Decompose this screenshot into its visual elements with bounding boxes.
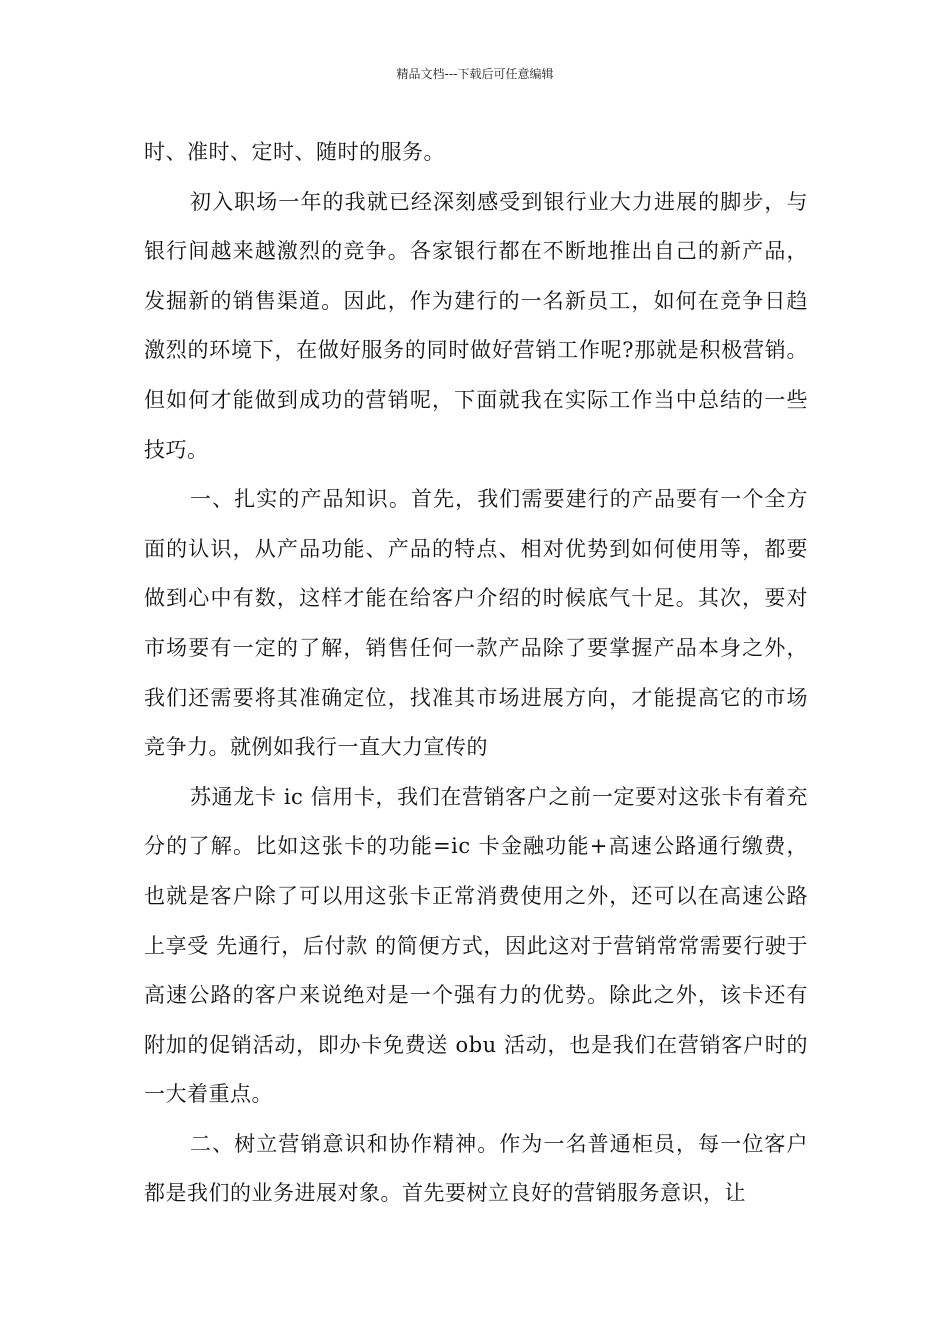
paragraph-2: 初入职场一年的我就已经深刻感受到银行业大力进展的脚步，与银行间越来越激烈的竞争。各家银行都在不断地推出自己的新产品，发掘新的销售渠道。因此，作为建行的一名新员工，如何在竞争日趋激烈的环境下，在做好服务的同时做好营销工作呢?那就是积极营销。但如何才能做到成功的营销呢，下面就我在实际工作当中总结的一些技巧。	[144, 189, 808, 462]
document-body	[144, 128, 808, 1219]
paragraph-1: 时、准时、定时、随时的服务。	[144, 140, 445, 164]
paragraph-3: 一、扎实的产品知识。首先，我们需要建行的产品要有一个全方面的认识，从产品功能、产品的特点、相对优势到如何使用等，都要做到心中有数，这样才能在给客户介绍的时候底气十足。其次，要对市场要有一定的了解，销售任何一款产品除了要掌握产品本身之外，我们还需要将其准确定位，找准其市场进展方向，才能提高它的市场竞争力。就例如我行一直大力宣传的	[144, 487, 808, 760]
paragraph-5: 二、树立营销意识和协作精神。作为一名普通柜员，每一位客户都是我们的业务进展对象。首先要树立良好的营销服务意识，让	[144, 1131, 808, 1206]
page-header: 精品文档---下载后可任意编辑	[396, 67, 554, 81]
paragraph-4: 苏通龙卡 ic 信用卡，我们在营销客户之前一定要对这张卡有着充分的了解。比如这张卡的功能=ic 卡金融功能+高速公路通行缴费，也就是客户除了可以用这张卡正常消费使用之外，还可以在高速公路上享受 先通行，后付款 的简便方式，因此这对于营销常常需要行驶于高速公路的客户来说绝对是一个强有力的优势。除此之外，该卡还有附加的促销活动，即办卡免费送 obu 活动，也是我们在营销客户时的一大着重点。	[144, 784, 808, 1107]
